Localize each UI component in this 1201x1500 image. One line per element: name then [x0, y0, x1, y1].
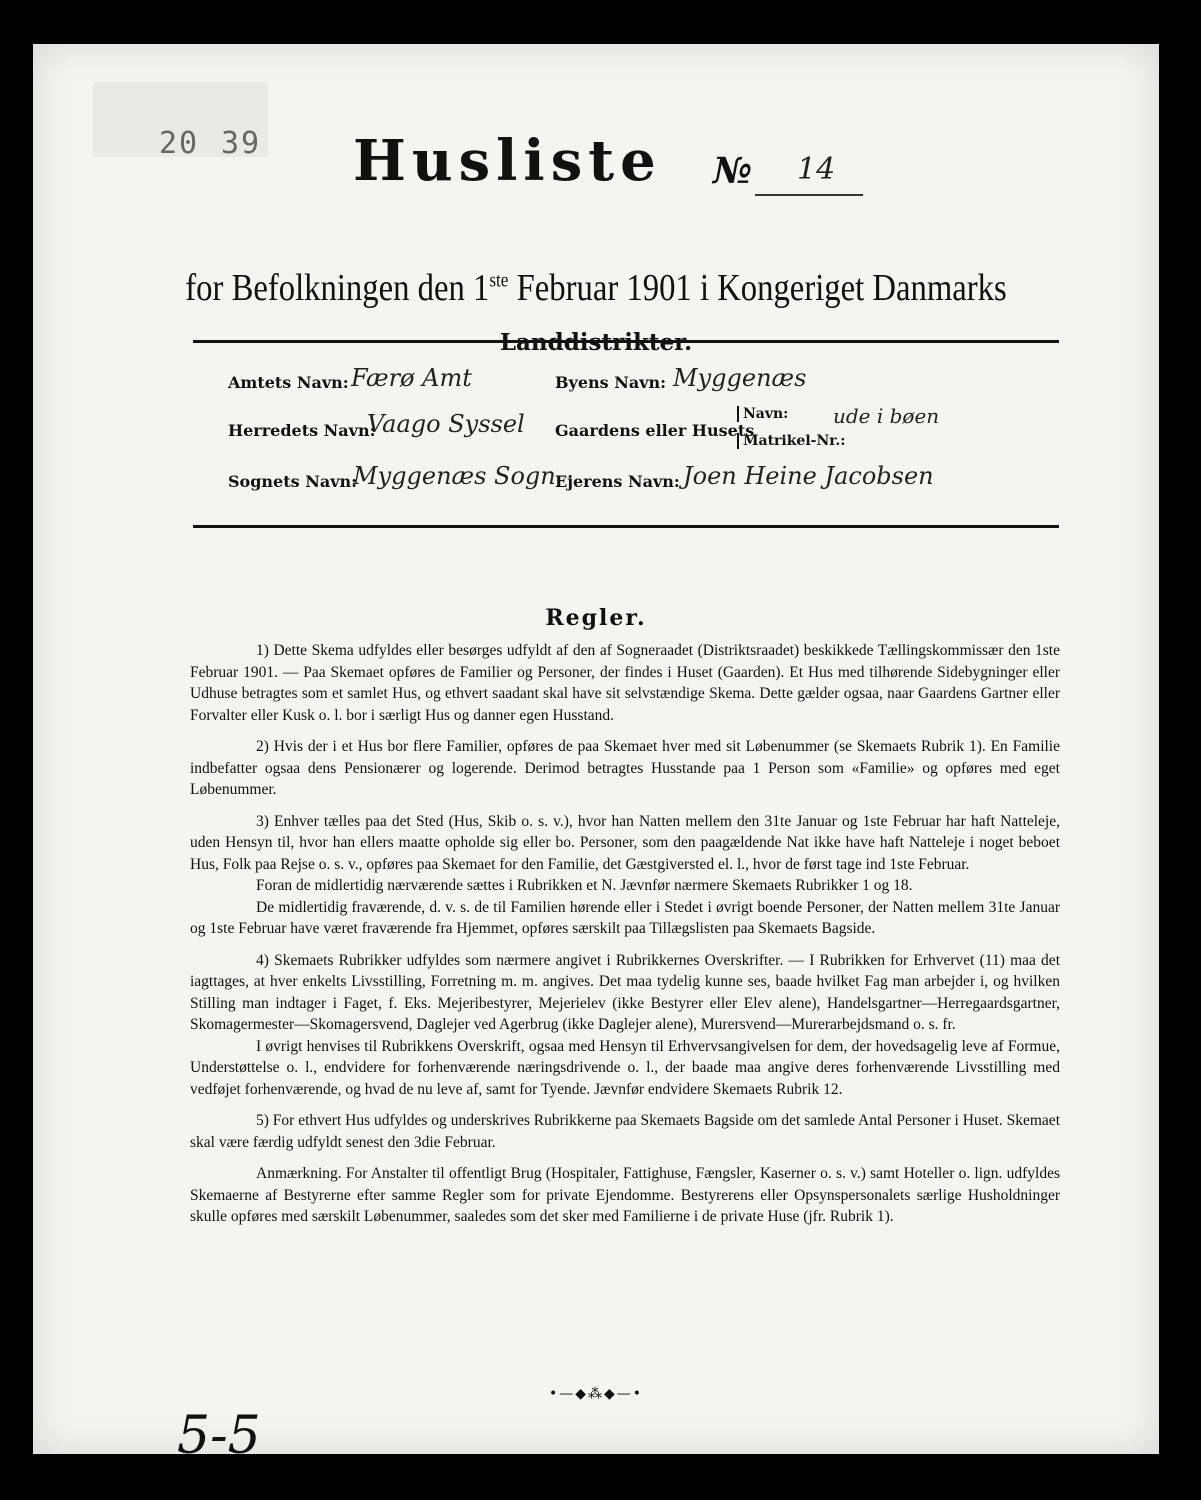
ejer-label: Ejerens Navn:: [555, 472, 680, 491]
rules-text: [190, 640, 1060, 1238]
gaard-label: Gaardens eller Husets: [555, 421, 755, 440]
sogn-value: Myggenæs Sogn: [353, 462, 556, 490]
archive-stamp: [93, 82, 268, 161]
rule-paragraph: 3) Enhver tælles paa det Sted (Hus, Skib o. s. v.), hvor han Natten mellem den 31te Januar og 1ste Februar har haft Natteleje, uden Hensyn til, hvor han ellers maatte opholde sig eller bo. Personer, som den paagældende Nat ikke have haft Natteleje i noget beboet Hus, Folk paa Rejse o. s. v., opføres paa Skemaet for den Familie, det Gæstgiversted el. l., hvor de først tage ind 1ste Februar.: [190, 812, 1060, 873]
rules-title: Regler.: [545, 605, 647, 631]
number-underline: [755, 194, 863, 196]
herred-label: Herredets Navn:: [228, 421, 376, 440]
amt-value: Færø Amt: [351, 364, 472, 392]
subtitle-district: Landdistrikter.: [499, 329, 693, 356]
census-form-page: [33, 44, 1159, 1466]
number-label: №: [713, 150, 753, 192]
by-value: Myggenæs: [673, 364, 807, 392]
rule-paragraph: 1) Dette Skema udfyldes eller besørges udfyldt af den af Sogneraadet (Distriktsraadet) beskikkede Tællingskommissær den 1ste Februar 1901. — Paa Skemaet opføres de Familier og Personer, der findes i Huset (Gaarden). Et Hus med tilhørende Sidebygninger eller Udhuse betragtes som et samlet Hus, og ethvert saadant skal have sit selvstændige Skema. Dette gælder ogsaa, naar Gaardens Gartner eller Forvalter eller Kusk o. l. bor i særligt Hus og danner egen Husstand.: [190, 642, 1060, 724]
herred-value: Vaago Syssel: [367, 410, 525, 438]
rule-paragraph: 4) Skemaets Rubrikker udfyldes som nærmere angivet i Rubrikkernes Overskrifter. — I Rubrikken for Erhvervet (11) maa det iagttages, at hver enkelts Livsstilling, Forretning m. m. angives. Det maa tydelig kunne ses, baade hvilket Fag man arbejder i, og hvilken Stilling man indtager i Faget, f. Eks. Mejeribestyrer, Mejerielev (ikke Bestyrer eller Elev alene), Handelsgartner—Herregaardsgartner, Skomagermester—Skomagersvend, Daglejer ved Agerbrug (ikke Daglejer alene), Murersvend—Murerarbejdsmand o. s. fr.: [190, 951, 1060, 1033]
stamp-number-right: 39: [221, 126, 262, 161]
ejer-value: Joen Heine Jacobsen: [683, 462, 934, 490]
page-title: Husliste: [353, 128, 662, 194]
divider-bottom: [193, 525, 1059, 528]
rule-paragraph: 2) Hvis der i et Hus bor flere Familier, opføres de paa Skemaet hver med sit Løbenummer (se Skemaets Rubrik 1). En Familie indbefatter ogsaa dens Pensionærer og logerende. Derimod betragtes Husstande paa 1 Person som «Familie» og opføres med eget Løbenummer.: [190, 738, 1060, 798]
rule-note: Anmærkning. For Anstalter til offentligt Brug (Hospitaler, Fattighuse, Fængsler, Kaserner o. s. v.) samt Hoteller o. lign. udfyldes Skemaerne af Bestyrerne efter samme Regler som for private Ejendomme. Bestyrerens eller Opsynspersonalets særlige Husholdninger skulle opføres med særskilt Løbenummer, saaledes som det sker med Familierne i de private Huse (jfr. Rubrik 1).: [190, 1165, 1060, 1225]
matrikel-label: Matrikel-Nr.:: [737, 433, 845, 449]
gaard-navn-value: ude i bøen: [833, 404, 940, 428]
number-value: 14: [797, 152, 836, 187]
gaard-navn-label: Navn:: [737, 406, 788, 422]
rule-paragraph: De midlertidig fraværende, d. v. s. de til Familien hørende eller i Stedet i øvrigt boende Personer, der Natten mellem 31te Januar og 1ste Februar have været fraværende fra Hjemmet, opføres særskilt paa Tillægslisten paa Skemaets Bagside.: [190, 898, 1060, 937]
amt-label: Amtets Navn:: [228, 373, 349, 392]
rule-paragraph: Foran de midlertidig nærværende sættes i Rubrikken et N. Jævnfør nærmere Skemaets Rubrikker 1 og 18.: [256, 877, 913, 894]
form-number: [713, 150, 863, 192]
stamp-number-left: 20: [159, 126, 200, 161]
by-label: Byens Navn:: [555, 373, 667, 392]
divider-top: [193, 340, 1059, 343]
subtitle: for Befolkningen den 1ste Februar 1901 i Kongeriget Danmarks: [185, 267, 1007, 309]
rule-paragraph: 5) For ethvert Hus udfyldes og underskrives Rubrikkerne paa Skemaets Bagside om det samlede Antal Personer i Huset. Skemaet skal være færdig udfyldt senest den 3die Februar.: [190, 1112, 1060, 1151]
sogn-label: Sognets Navn:: [228, 472, 358, 491]
rule-paragraph: I øvrigt henvises til Rubrikkens Overskrift, ogsaa med Hensyn til Erhvervsangivelsen for dem, der hovedsagelig leve af Formue, Understøttelse o. l., endvidere for forhenværende næringsdrivende o. l., der baade maa angive deres forhenværende Livsstilling med vedføjet forhenværende, og hvad de nu leve af, samt for Tyende. Jævnfør endvidere Skemaets Rubrik 12.: [190, 1037, 1060, 1098]
handwritten-note: 5-5: [177, 1406, 261, 1466]
ornament-divider: •—◆⁂◆—•: [548, 1386, 644, 1402]
